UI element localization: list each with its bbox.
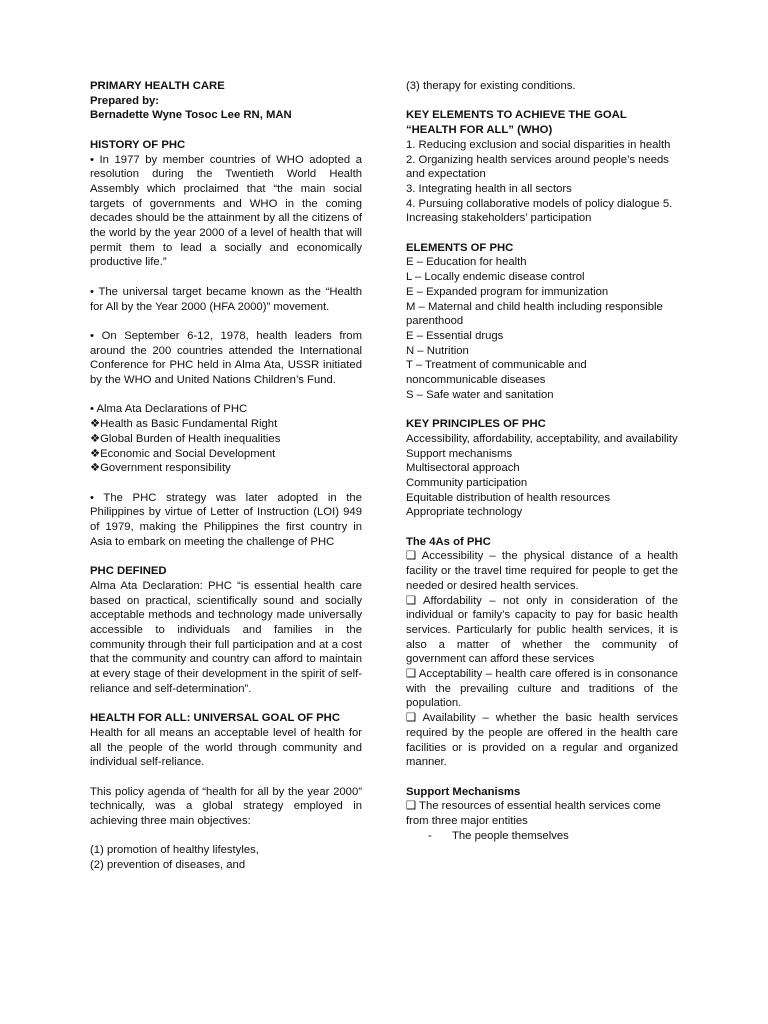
principle-item: Community participation (406, 476, 528, 489)
alma-ata-item: ❖Global Burden of Health inequalities (90, 432, 281, 445)
principles-list (406, 432, 678, 520)
history-paragraph-1: • In 1977 by member countries of WHO adopted a resolution during the Twentieth World Health Assembly which proclaimed that “the main social targets of governments and WHO in the coming decades should be the attainment by all the citizens of the world by the year 2000 of a level of health that will permit them to lead a socially and economically productive life.” (90, 153, 362, 269)
health-for-all-text: Health for all means an acceptable level of health for all the people of the world through community and individual self-reliance. (90, 726, 362, 769)
element-item: S – Safe water and sanitation (406, 388, 554, 401)
history-paragraph-4: • The PHC strategy was later adopted in the Philippines by virtue of Letter of Instruction (LOI) 949 of 1979, making the Philippines the first country in Asia to embark on meeting the challenge of PHC (90, 491, 362, 548)
element-item: N – Nutrition (406, 344, 469, 357)
four-as-list (406, 549, 678, 770)
support-sub-item-text: The people themselves (452, 829, 569, 842)
principle-item: Accessibility, affordability, acceptability, and availability (406, 432, 678, 445)
key-principles-heading: KEY PRINCIPLES OF PHC (406, 418, 546, 431)
phc-defined-heading: PHC DEFINED (90, 565, 167, 578)
principle-item: Support mechanisms (406, 447, 513, 460)
prepared-by-label: Prepared by: (90, 94, 160, 107)
alma-ata-item: ❖Government responsibility (90, 462, 231, 475)
dash-marker: - (428, 829, 432, 842)
document-title: PRIMARY HEALTH CARE (90, 80, 225, 92)
principle-item: Multisectoral approach (406, 462, 520, 475)
objective-item: (1) promotion of healthy lifestyles, (90, 844, 259, 857)
four-as-item: ❑ Acceptability – health care offered is in consonance with the prevailing culture and traditions of the population. (406, 668, 678, 710)
key-element-item: 1. Reducing exclusion and social disparities in health (406, 138, 671, 151)
element-item: E – Education for health (406, 256, 527, 269)
key-element-item: 2. Organizing health services around people’s needs and expectation (406, 153, 669, 181)
alma-ata-item: ❖Health as Basic Fundamental Right (90, 418, 278, 431)
objective-item: (2) prevention of diseases, and (90, 859, 246, 872)
elements-list (406, 255, 678, 402)
objective-item: (3) therapy for existing conditions. (406, 80, 576, 92)
policy-agenda-text: This policy agenda of “health for all by the year 2000” technically, was a global strategy employed in achieving three main objectives: (90, 785, 362, 828)
alma-ata-list (90, 417, 362, 476)
element-item: T – Treatment of communicable and noncommunicable diseases (406, 359, 587, 387)
history-heading: HISTORY OF PHC (90, 138, 186, 151)
element-item: E – Expanded program for immunization (406, 285, 609, 298)
four-as-item: ❑ Affordability – not only in consideration of the individual or family’s capacity to pay for basic health services. Particularly for public health services, it is also a matter of whether the community of government can afford these services (406, 594, 678, 666)
phc-defined-text: Alma Ata Declaration: PHC “is essential health care based on practical, scientifically sound and socially acceptable methods and technology made universally accessible to individuals and families in the community through their full participation and at a cost that the community and country can afford to maintain at every stage of their development in the spirit of self-reliance and self-determination”. (90, 579, 362, 695)
left-column (90, 79, 362, 873)
key-elements-heading: KEY ELEMENTS TO ACHIEVE THE GOAL (406, 109, 627, 122)
four-as-heading: The 4As of PHC (406, 535, 491, 548)
four-as-item: ❑ Accessibility – the physical distance of a health facility or the travel time required for people to get the needed or desired health services. (406, 550, 678, 592)
history-paragraph-3: • On September 6-12, 1978, health leaders from around the 200 countries attended the International Conference for PHC held in Alma Ata, USSR initiated by the WHO and United Nations Children’s Fund. (90, 329, 362, 387)
alma-ata-heading: • Alma Ata Declarations of PHC (90, 403, 248, 416)
key-elements-list (406, 138, 678, 226)
key-elements-heading-2: “HEALTH FOR ALL” (WHO) (406, 124, 553, 137)
right-column (406, 79, 678, 843)
support-mechanisms-text: ❑ The resources of essential health services come from three major entities (406, 800, 661, 828)
health-for-all-heading: HEALTH FOR ALL: UNIVERSAL GOAL OF PHC (90, 712, 340, 725)
element-item: M – Maternal and child health including responsible parenthood (406, 300, 663, 328)
element-item: L – Locally endemic disease control (406, 271, 585, 284)
support-mechanisms-heading: Support Mechanisms (406, 785, 521, 798)
history-paragraph-2: • The universal target became known as the “Health for All by the Year 2000 (HFA 2000)” movement. (90, 285, 362, 313)
author-name: Bernadette Wyne Tosoc Lee RN, MAN (90, 109, 292, 122)
principle-item: Equitable distribution of health resources (406, 491, 611, 504)
element-item: E – Essential drugs (406, 329, 504, 342)
four-as-item: ❑ Availability – whether the basic health services required by the people are offered in the health care facilities or is provided on a regular and organized manner. (406, 712, 678, 769)
support-sub-item (406, 829, 678, 844)
elements-heading: ELEMENTS OF PHC (406, 241, 514, 254)
alma-ata-item: ❖Economic and Social Development (90, 447, 276, 460)
key-element-item: 3. Integrating health in all sectors (406, 182, 572, 195)
principle-item: Appropriate technology (406, 506, 523, 519)
key-element-item: 4. Pursuing collaborative models of policy dialogue 5. Increasing stakeholders’ participation (406, 197, 673, 225)
